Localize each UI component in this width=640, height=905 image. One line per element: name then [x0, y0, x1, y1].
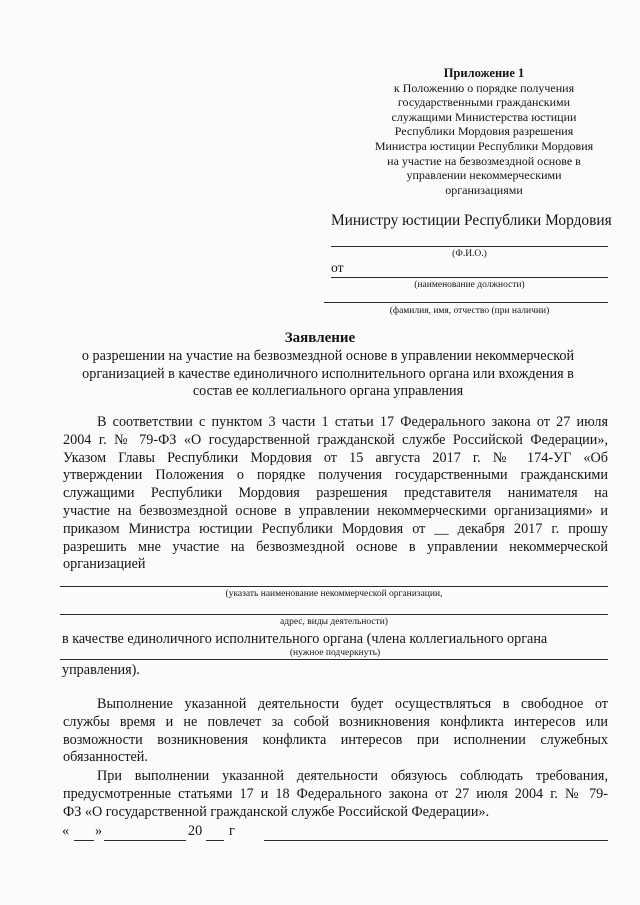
main-paragraph [63, 414, 608, 574]
paragraph-line: В соответствии с пунктом 3 части 1 статьи 17 Федерального закона от 27 июля [97, 414, 608, 430]
position-blank-line[interactable] [331, 277, 608, 278]
date-year: 20 [188, 823, 203, 839]
signature-blank-line[interactable] [264, 840, 608, 841]
paragraph-line: обязанностей. [63, 749, 148, 766]
underline-hint: (нужное подчеркнуть) [289, 648, 381, 658]
paragraph-line: При выполнении указанной деятельности обязуюсь соблюдать требования, [97, 768, 608, 784]
annex-line: организациями [445, 182, 523, 197]
org-name-hint: (указать наименование некоммерческой организации, [225, 589, 443, 599]
subtitle-line: организацией в качестве единоличного исполнительного органа или вхождения в [82, 365, 574, 382]
name-hint: (фамилия, имя, отчество (при наличии) [389, 306, 550, 316]
paragraph-line: 2004 г. № 79-ФЗ «О государственной гражданской службе Российской Федерации», [63, 431, 608, 448]
capacity-rule [60, 659, 608, 660]
date-open-quote: « [62, 823, 70, 839]
paragraph-line: Указом Главы Республики Мордовия от 15 августа 2017 г. № 174-УГ «Об [63, 449, 608, 466]
fio-hint: (Ф.И.О.) [452, 249, 487, 259]
org-address-blank-line[interactable] [60, 614, 608, 615]
name-blank-line[interactable] [324, 302, 608, 303]
paragraph-line: приказом Министра юстиции Республики Мордовия от __ декабря 2017 г. прошу [63, 520, 608, 537]
subtitle-line: состав ее коллегиального органа управления [192, 383, 464, 399]
date-close-quote: » [95, 823, 103, 839]
addressee-to: Министру юстиции Республики Мордовия [331, 212, 612, 229]
month-blank-line[interactable] [104, 840, 186, 841]
paragraph-line: службы время и не повлечет за собой возникновения конфликта интересов или [63, 713, 608, 730]
org-address-hint: адрес, виды деятельности) [280, 617, 388, 627]
annex-line: государственными гражданскими [397, 95, 571, 110]
paragraph-line: Выполнение указанной деятельности будет осуществляться в свободное от [97, 696, 608, 712]
paragraph-line: участие на безвозмездной основе в управлении некоммерческими организациями» и [63, 502, 608, 519]
annex-line: на участие на безвозмездной основе в [387, 153, 581, 168]
paragraph-line: разрешить мне участие на безвозмездной основе в управлении некоммерческой [63, 538, 608, 555]
day-blank-line[interactable] [74, 840, 94, 841]
annex-line: к Положению о порядке получения [393, 80, 575, 95]
document-subtitle [42, 348, 614, 401]
annex-line: служащими Министерства юстиции [391, 109, 577, 124]
capacity-line-end: управления). [62, 662, 140, 678]
paragraph-3 [63, 768, 608, 821]
paragraph-line: предусмотренные статьями 17 и 18 Федерального закона от 27 июля 2004 г. № 79- [63, 785, 608, 802]
subtitle-line: о разрешении на участие на безвозмездной основе в управлении некоммерческой [81, 348, 575, 364]
annex-title: Приложение 1 [443, 66, 525, 80]
year-blank-line[interactable] [206, 840, 224, 841]
annex-line: Министра юстиции Республики Мордовия [374, 138, 594, 153]
paragraph-line: утверждении Положения о порядке получения государственными гражданскими [63, 467, 608, 484]
annex-line: Республики Мордовия разрешения [394, 124, 574, 139]
paragraph-2 [63, 696, 608, 767]
paragraph-line: организацией [63, 556, 146, 573]
capacity-line: в качестве единоличного исполнительного органа (члена коллегиального органа [62, 631, 548, 647]
document-title: Заявление [284, 330, 356, 346]
paragraph-line: служащими Республики Мордовия разрешения представителя нанимателя на [63, 485, 608, 502]
annex-line: управлении некоммерческими [406, 168, 562, 183]
fio-blank-line[interactable] [331, 246, 608, 247]
position-hint: (наименование должности) [414, 280, 525, 290]
from-label: от [331, 260, 344, 275]
org-name-blank-line[interactable] [60, 586, 608, 587]
annex-header [360, 66, 608, 197]
paragraph-line: возможности возникновения конфликта интересов при исполнении служебных [63, 731, 608, 748]
paragraph-line: ФЗ «О государственной гражданской службе Российской Федерации». [63, 803, 490, 820]
date-suffix: г [229, 823, 235, 839]
